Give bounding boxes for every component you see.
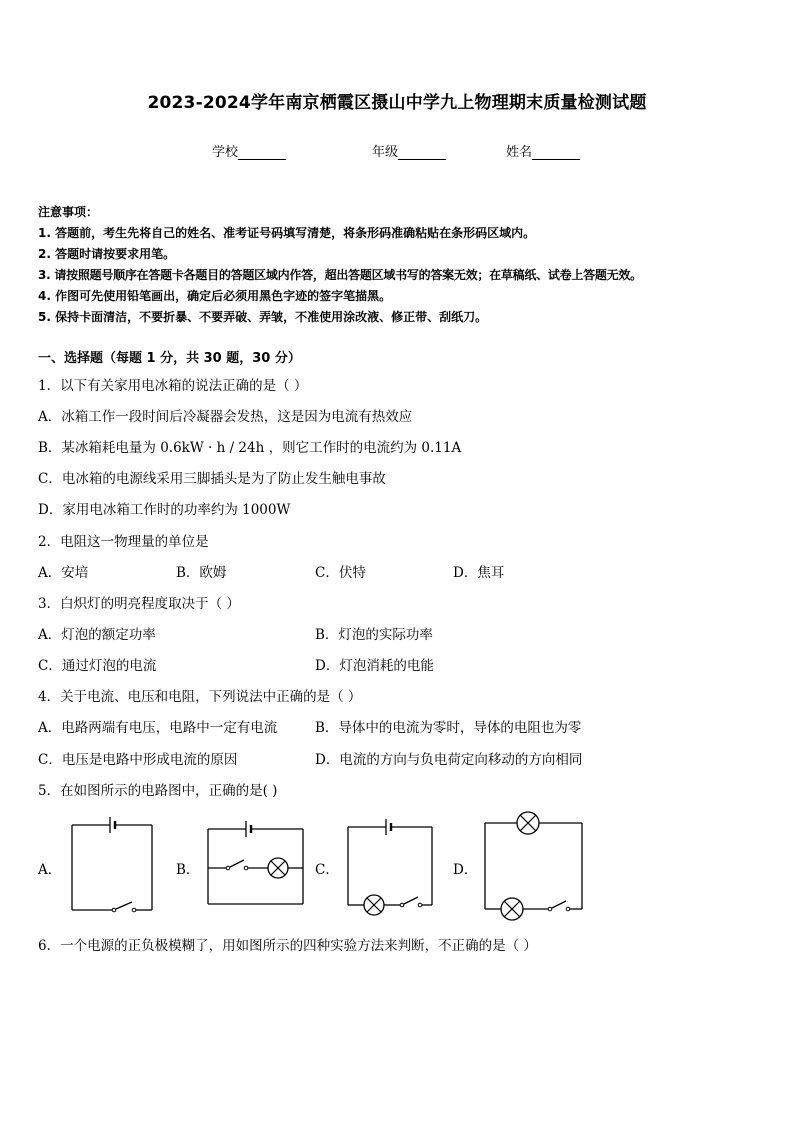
note-item: 5. 保持卡面清洁，不要折暴、不要弄破、弄皱，不准使用涂改液、修正带、刮纸刀。: [38, 310, 488, 324]
q5-stem: 5．在如图所示的电路图中，正确的是( ): [38, 783, 278, 799]
note-item: 2. 答题时请按要求用笔。: [38, 247, 176, 261]
section-heading: 一、选择题（每题 1 分，共 30 题，30 分）: [38, 351, 301, 366]
circuit-diagram-d: [476, 808, 588, 918]
grade-blank: [398, 147, 446, 160]
q5-option-a-label: A．: [38, 862, 62, 878]
exam-title: 2023-2024学年南京栖霞区摄山中学九上物理期末质量检测试题: [147, 93, 647, 113]
q4-option-d: D．电流的方向与负电荷定向移动的方向相同: [315, 752, 583, 768]
q2-option-b: B．欧姆: [176, 565, 227, 581]
name-field: [506, 141, 580, 160]
q3-option-c: C．通过灯泡的电流: [38, 658, 157, 674]
circuit-diagram-c: [338, 812, 438, 916]
q3-option-a: A．灯泡的额定功率: [38, 627, 156, 643]
switch-blade: [116, 902, 132, 909]
name-blank: [532, 147, 580, 160]
q3-stem: 3．白炽灯的明亮程度取决于（ ）: [38, 596, 240, 612]
q1-option-c: C．电冰箱的电源线采用三脚插头是为了防止发生触电事故: [38, 471, 386, 487]
q1-stem: 1．以下有关家用电冰箱的说法正确的是（ ）: [38, 378, 308, 394]
name-label: 姓名: [506, 145, 533, 160]
q1-option-d: D．家用电冰箱工作时的功率约为 1000W: [38, 502, 291, 518]
grade-label: 年级: [372, 145, 399, 160]
q3-option-b: B．灯泡的实际功率: [315, 627, 433, 643]
note-item: 4. 作图可先使用铅笔画出，确定后必须用黑色字迹的签字笔描黑。: [38, 289, 392, 303]
q5-option-c-label: C．: [315, 862, 339, 878]
q5-option-b-label: B．: [176, 862, 200, 878]
circuit-diagram-b: [198, 812, 308, 916]
notes-heading: 注意事项：: [38, 205, 99, 219]
notes-block: [38, 202, 642, 328]
q1-option-a: A．冰箱工作一段时间后冷凝器会发热，这是因为电流有热效应: [38, 409, 413, 425]
q2-option-c: C．伏特: [315, 565, 366, 581]
circuit-diagram-a: [60, 812, 160, 916]
q4-option-b: B．导体中的电流为零时，导体的电阻也为零: [315, 720, 582, 736]
q1-option-b: B．某冰箱耗电量为 0.6kW · h / 24h ，则它工作时的电流约为 0.11A: [38, 440, 462, 456]
school-field: [212, 141, 286, 160]
q5-option-d-label: D．: [453, 862, 478, 878]
q4-stem: 4．关于电流、电压和电阻，下列说法中正确的是（ ）: [38, 689, 362, 705]
q3-option-d: D．灯泡消耗的电能: [315, 658, 434, 674]
q2-option-d: D．焦耳: [453, 565, 505, 581]
grade-field: [372, 141, 446, 160]
q2-option-a: A．安培: [38, 565, 89, 581]
q4-option-c: C．电压是电路中形成电流的原因: [38, 752, 238, 768]
note-item: 3. 请按照题号顺序在答题卡各题目的答题区域内作答，超出答题区域书写的答案无效；在草稿纸、试卷上答题无效。: [38, 268, 642, 282]
school-blank: [238, 147, 286, 160]
q2-stem: 2．电阻这一物理量的单位是: [38, 534, 209, 550]
note-item: 1. 答题前，考生先将自己的姓名、准考证号码填写清楚，将条形码准确粘贴在条形码区域内。: [38, 226, 536, 240]
q6-stem: 6．一个电源的正负极模糊了，用如图所示的四种实验方法来判断，不正确的是（ ）: [38, 938, 537, 954]
school-label: 学校: [212, 145, 239, 160]
q4-option-a: A．电路两端有电压，电路中一定有电流: [38, 720, 278, 736]
